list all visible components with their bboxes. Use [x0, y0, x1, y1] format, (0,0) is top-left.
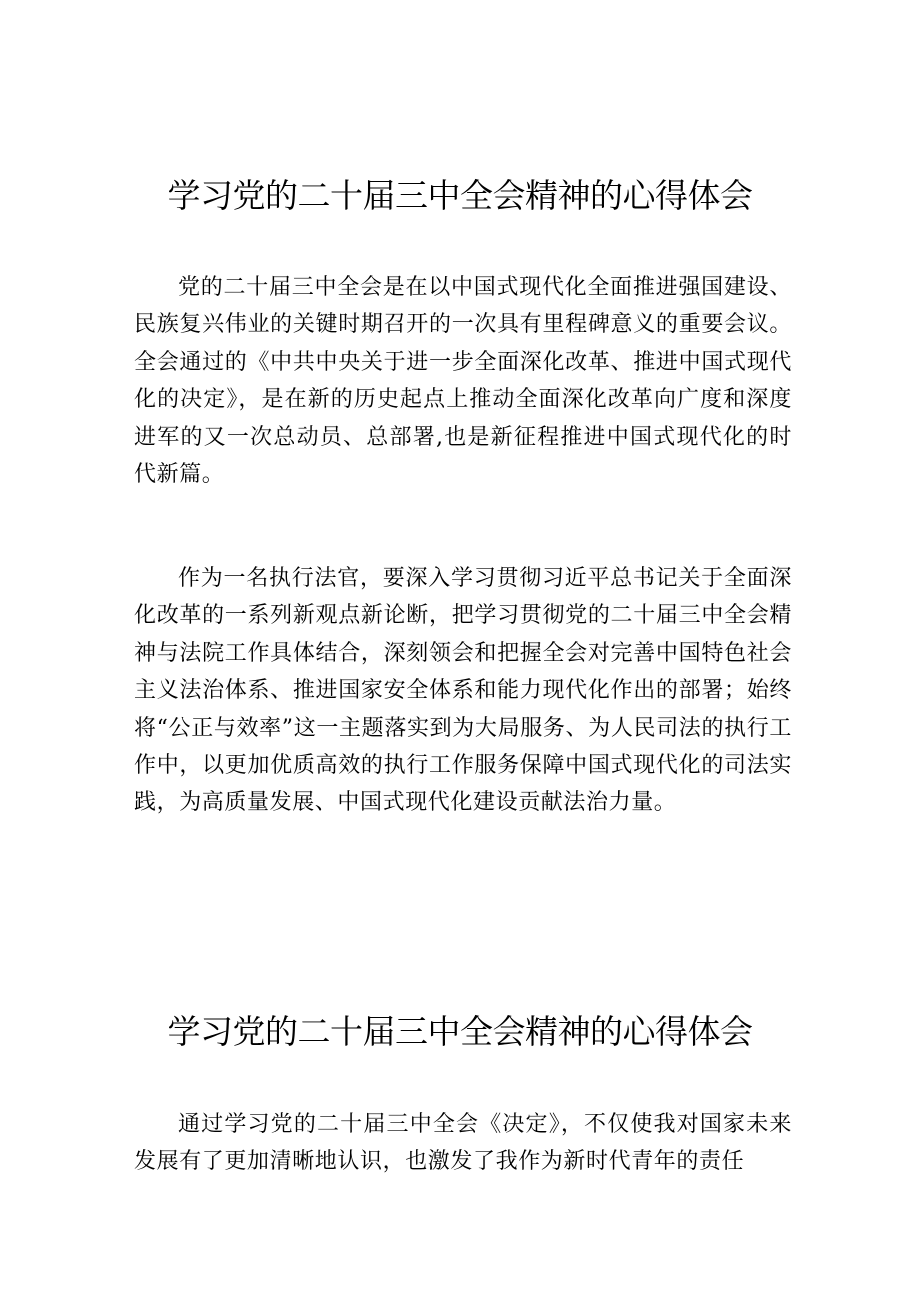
section-1-title: 学习党的二十届三中全会精神的心得体会	[167, 176, 753, 215]
section-1-paragraph-1: 党的二十届三中全会是在以中国式现代化全面推进强国建设、民族复兴伟业的关键时期召开的一次具有里程碑意义的重要会议。全会通过的《中共中央关于进一步全面深化改革、推进中国式现代化的决定》，是在新的历史起点上推动全面深化改革向广度和深度进军的又一次总动员、总部署,也是新征程推进中国式现代化的时代新篇。	[134, 275, 792, 488]
section-2-paragraph-1: 通过学习党的二十届三中全会《决定》，不仅使我对国家未来发展有了更加清晰地认识，也激发了我作为新时代青年的责任	[134, 1112, 792, 1175]
section-2-title: 学习党的二十届三中全会精神的心得体会	[167, 1012, 753, 1051]
section-1-paragraph-2: 作为一名执行法官，要深入学习贯彻习近平总书记关于全面深化改革的一系列新观点新论断，把学习贯彻党的二十届三中全会精神与法院工作具体结合，深刻领会和把握全会对完善中国特色社会主义法治体系、推进国家安全体系和能力现代化作出的部署；始终将“公正与效率”这一主题落实到为大局服务、为人民司法的执行工作中，以更加优质高效的执行工作服务保障中国式现代化的司法实践，为高质量发展、中国式现代化建设贡献法治力量。	[134, 566, 792, 816]
